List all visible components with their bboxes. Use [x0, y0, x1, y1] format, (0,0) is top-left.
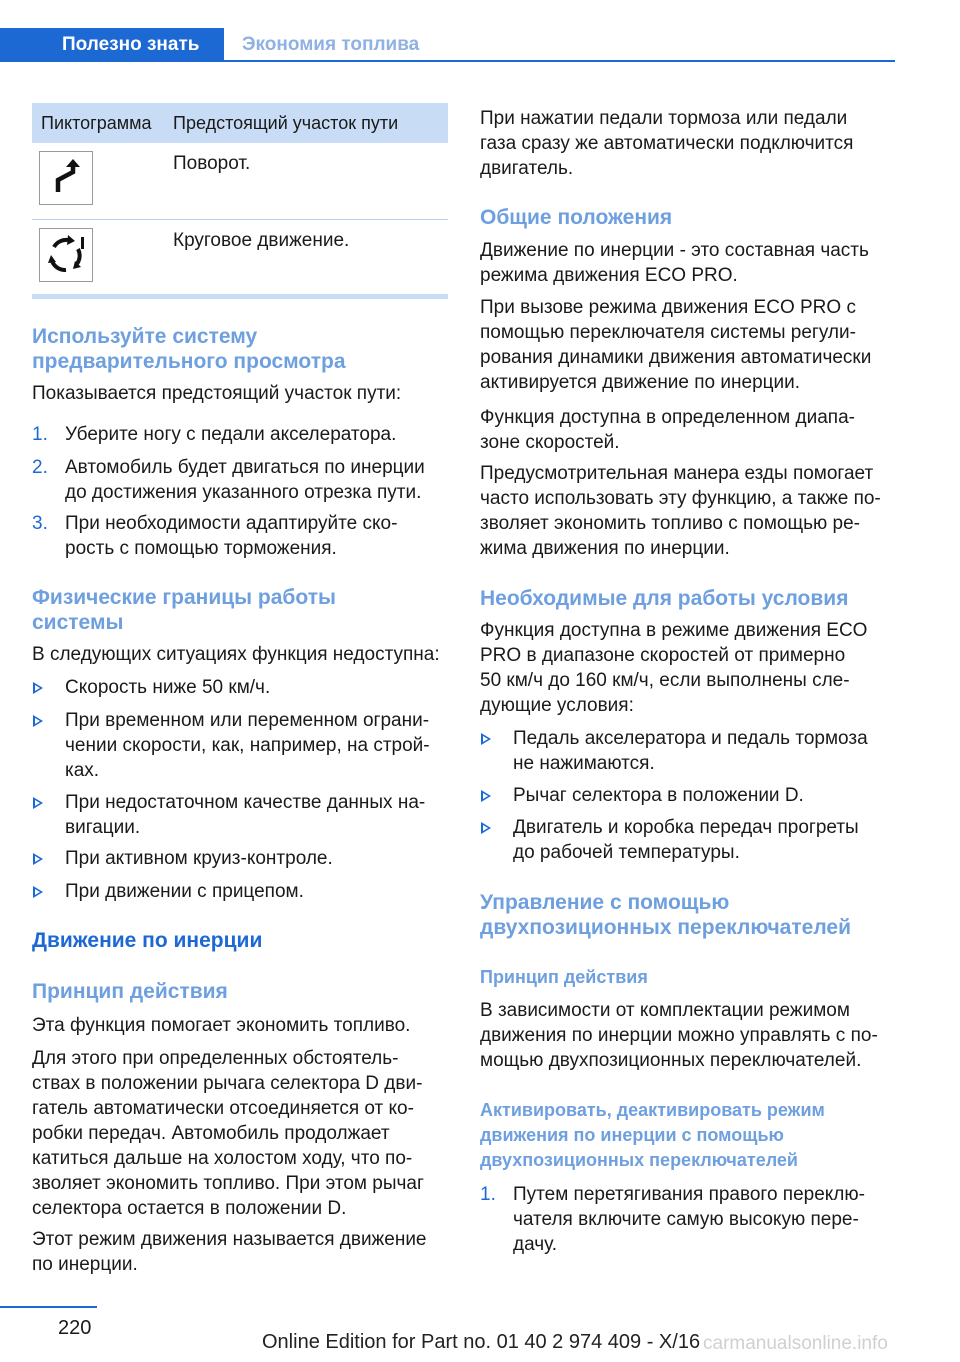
heading-system-limits: Физические границы работы системы [32, 586, 336, 634]
footer-rule [0, 1306, 97, 1308]
paragraph-conditions: Функция доступна в режиме движения ECO PRO в диапазоне скоростей от примерно 50 км/ч до 160 км/ч, если выполнены сле- дующие условия: [480, 620, 868, 716]
heading-paddle-principle: Принцип действия [480, 967, 648, 987]
heading-principle: Принцип действия [32, 980, 228, 1003]
page-number: 220 [58, 1317, 92, 1339]
header-section-topic: Экономия топлива [224, 28, 895, 62]
watermark: carmanualsonline.info [703, 1333, 888, 1354]
roundabout-icon [39, 228, 93, 282]
heading-coasting: Движение по инерции [32, 929, 263, 952]
bullet-triangle-icon [33, 682, 43, 694]
bullet-triangle-icon [481, 733, 491, 745]
bullet-triangle-icon [481, 790, 491, 802]
paragraph-general-2: При вызове режима движения ECO PRO с помощью переключателя системы регули- рования динамики движения автоматически активируется движение по инерции. [480, 297, 872, 393]
heading-general: Общие положения [480, 206, 673, 229]
paragraph-engine-reconnect: При нажатии педали тормоза или педали газа сразу же автоматически подключится двигатель. [480, 108, 854, 179]
heading-conditions: Необходимые для работы условия [480, 587, 849, 610]
paragraph-principle-1: Эта функция помогает экономить топливо. [32, 1015, 411, 1036]
bullet-triangle-icon [33, 715, 43, 727]
bullet-triangle-icon [33, 853, 43, 865]
heading-activate-coasting: Активировать, деактивировать режим движения по инерции с помощью двухпозиционных переключателей [480, 1100, 825, 1170]
table-header-pictogram: Пиктограмма [41, 113, 152, 133]
table-header-road-section: Предстоящий участок пути [173, 113, 399, 133]
paragraph-preview-intro: Показывается предстоящий участок пути: [32, 383, 402, 404]
edition-text: Online Edition for Part no. 01 40 2 974 409 - X/16 [262, 1331, 701, 1353]
heading-paddle-control: Управление с помощью двухпозиционных переключателей [480, 891, 851, 939]
table-bottom-rule [32, 294, 448, 299]
paragraph-general-1: Движение по инерции - это составная часть режима движения ECO PRO. [480, 240, 869, 286]
paragraph-general-4: Предусмотрительная манера езды помогает часто использовать эту функцию, а также по- зволяет экономить топливо с помощью ре- жима движения по инерции. [480, 463, 881, 559]
turn-road-icon [39, 151, 93, 205]
paragraph-principle-3: Этот режим движения называется движение по инерции. [32, 1229, 427, 1275]
table-row [32, 143, 448, 220]
paragraph-principle-2: Для этого при определенных обстоятель- ствах в положении рычага селектора D дви- гатель автоматически отсоединяется от ко- робки передач. Автомобиль продолжает катиться дальше на холостом ходу, что по- зволяет экономить топливо. При этом рычаг селектора остается в положении D. [32, 1048, 424, 1219]
page-header [0, 28, 895, 62]
table-cell-roundabout: Круговое движение. [173, 230, 350, 251]
paragraph-limits-intro: В следующих ситуациях функция недоступна: [32, 644, 440, 665]
paragraph-paddle-principle: В зависимости от комплектации режимом движения по инерции можно управлять с по- мощью двухпозиционных переключателей. [480, 1000, 878, 1071]
bullet-triangle-icon [33, 797, 43, 809]
table-cell-turn: Поворот. [173, 153, 251, 174]
bullet-triangle-icon [33, 886, 43, 898]
pictogram-table [32, 103, 448, 300]
bullet-triangle-icon [481, 822, 491, 834]
table-row [32, 220, 448, 300]
header-section-active: Полезно знать [0, 28, 224, 62]
paragraph-general-3: Функция доступна в определенном диапа- зоне скоростей. [480, 407, 855, 453]
heading-preview-system: Используйте систему предварительного просмотра [32, 325, 346, 373]
table-header [32, 103, 448, 143]
